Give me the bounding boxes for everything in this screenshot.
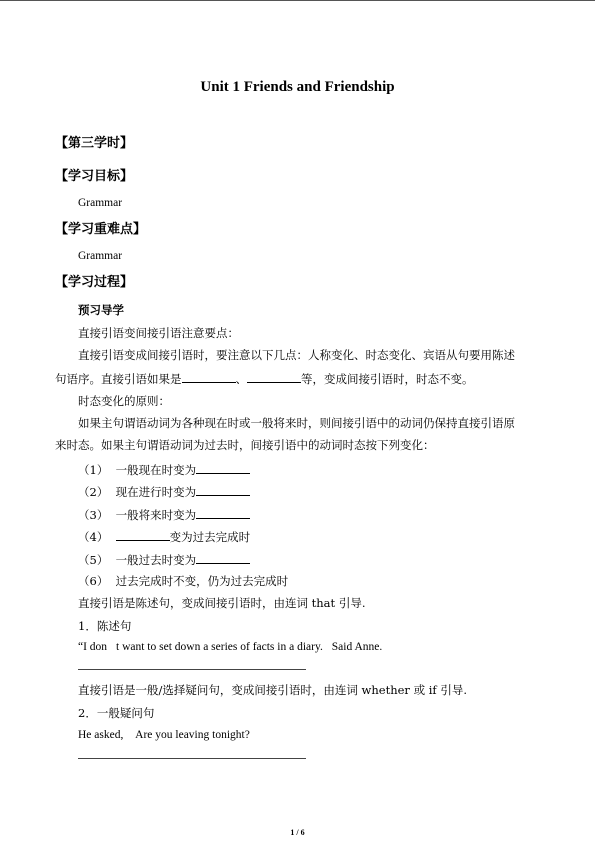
para2-line1: 如果主句谓语动词为各种现在时或一般将来时，则间接引语中的动词仍保持直接引语原 <box>78 416 515 430</box>
para2-line2: 来时态。如果主句谓语动词为过去时，间接引语中的动词时态按下列变化： <box>55 438 435 452</box>
heading-key-points: 【学习重难点】 <box>55 222 147 237</box>
para1-text-b: 、 <box>235 372 247 386</box>
blank-item-3 <box>196 507 250 519</box>
page-top-border <box>0 0 595 1</box>
blank-item-5 <box>196 552 250 564</box>
objectives-text: Grammar <box>78 197 123 209</box>
section-question: 2．一般疑问句 <box>78 706 155 720</box>
page-number: 1 / 6 <box>290 828 305 837</box>
list-item: （4） 变为过去完成时 <box>78 530 251 544</box>
preview-label: 预习导学 <box>78 303 124 317</box>
answer-line-1 <box>78 669 306 670</box>
list-item: （3） 一般将来时变为 <box>78 507 250 522</box>
blank-1 <box>182 371 236 383</box>
blank-item-4 <box>116 529 170 541</box>
para1-line1: 直接引语变成间接引语时，要注意以下几点：人称变化、时态变化、宾语从句要用陈述 <box>78 348 515 362</box>
heading-process: 【学习过程】 <box>55 275 134 290</box>
key-points-text: Grammar <box>78 250 123 262</box>
section-statement: 1．陈述句 <box>78 619 132 633</box>
heading-period: 【第三学时】 <box>55 136 134 151</box>
list-item: （6） 过去完成时不变，仍为过去完成时 <box>78 574 289 588</box>
para1-line2 <box>55 371 474 386</box>
blank-item-1 <box>196 462 250 474</box>
example-question: He asked,  Are you leaving tonight?  <box>78 729 259 741</box>
answer-line-2 <box>78 758 306 759</box>
example-statement: “I don t want to set down a series of facts in a diary. Said Anne. <box>78 641 383 653</box>
blank-item-2 <box>196 484 250 496</box>
intro-text: 直接引语变间接引语注意要点： <box>78 326 239 340</box>
question-rule: 直接引语是一般/选择疑问句，变成间接引语时，由连词 whether 或 if 引导. <box>78 683 467 697</box>
list-item: （1） 一般现在时变为 <box>78 462 250 477</box>
blank-2 <box>247 371 301 383</box>
statement-rule: 直接引语是陈述句，变成间接引语时，由连词 that 引导. <box>78 596 366 610</box>
list-item: （5） 一般过去时变为 <box>78 552 250 567</box>
list-item: （2） 现在进行时变为 <box>78 484 250 499</box>
para1-text-c: 等，变成间接引语时，时态不变。 <box>301 372 474 386</box>
tense-principle: 时态变化的原则： <box>78 394 170 408</box>
page-title: Unit 1 Friends and Friendship <box>200 79 395 95</box>
para1-text-a: 句语序。直接引语如果是 <box>55 372 182 386</box>
heading-objectives: 【学习目标】 <box>55 169 134 184</box>
